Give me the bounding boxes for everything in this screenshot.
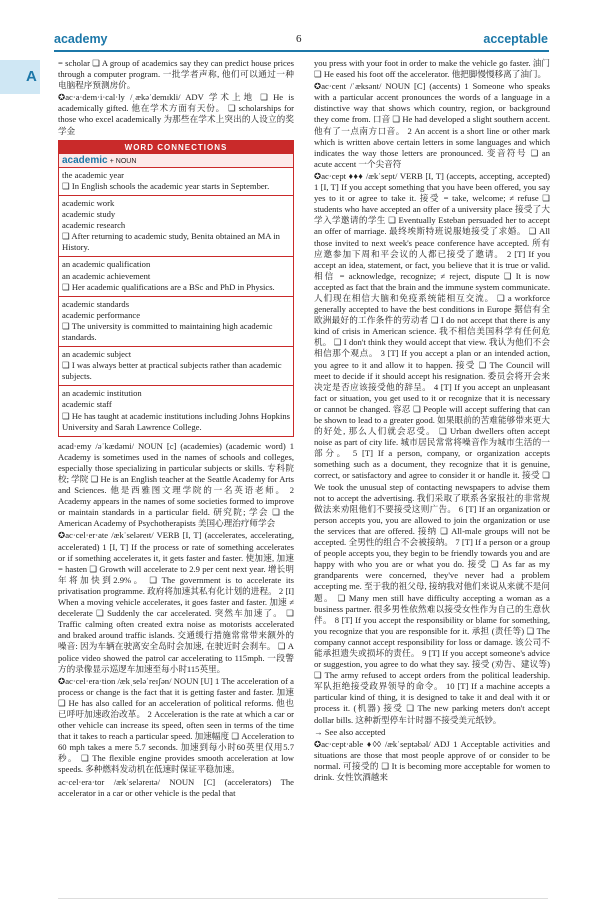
collocation-cell bbox=[59, 257, 293, 296]
page-header bbox=[0, 30, 598, 50]
word-connections-head bbox=[59, 154, 293, 168]
collocation-cell bbox=[59, 386, 293, 435]
entry-academy: acad·emy /əˈkædəmi/ NOUN [c] (academies) (academic word) 1 Academy is sometimes used in the names of schools and colleges, especially those specializing in particular subjects or skills. 专科院校; 学院 ❑ He is an English teacher at the Seattle Academy for Arts and Sciences. 他是西雅图文理学院的一名英语老师。 2 Academy appears in the names of some societies formed to improve or maintain standards in a particular field. 研究院; 学会 ❑ the American Academy of Psychotherapists 美国心理治疗师学会 bbox=[58, 440, 294, 529]
entry-accelerate: ✪ac·cel·er·ate /ækˈseləreɪt/ VERB [I, T] (accelerates, accelerating, accelerated) 1 [I, T] If the process or rate of something accelerates or if something accelerates it, it gets faster and faster. 使加速, 加速 = hasten ❑ Growth will accelerate to 2.9 per cent next year. 增长明年将加快到2.9%。 ❑ The government is to accelerate its privatisation programme. 政府将加速其私有化计划的进程。 2 [I] When a moving vehicle accelerates, it goes faster and faster. 加速 ≠ decelerate ❑ Suddenly the car accelerated. 突然车加速了。 ❑ Traffic calming often created extra noise as motorists accelerated and braked around traffic islands. 交通缓行措施常常带来额外的噪音: 因为车辆在驶离安全岛时会加速, 在驶近时会刹车。 ❑ A police video showed the patrol car accelerating to 115mph. 一段警方的录像显示巡逻车加速至每小时115英里。 bbox=[58, 530, 294, 674]
collocation-cell bbox=[59, 347, 293, 386]
entry-accelerator: ac·cel·era·tor /ækˈseləreɪtə/ NOUN [C] (accelerators) The accelerator in a car or other vehicle is the pedal that bbox=[58, 776, 294, 798]
collocation-text: the academic year ❑ In English schools the academic year starts in September. bbox=[62, 169, 270, 191]
collocation-cell bbox=[59, 196, 293, 257]
guide-word-left: academy bbox=[54, 32, 108, 46]
entry-accelerator-cont: you press with your foot in order to make the vehicle go faster. 油门 ❑ He eased his foot off the accelerator. 他把脚慢慢移离了油门。 bbox=[314, 58, 550, 80]
header-rule bbox=[54, 50, 549, 52]
see-also-link[interactable]: → See also accepted bbox=[314, 726, 386, 737]
entry-accent: ✪ac·cent /ˈæksənt/ NOUN [C] (accents) 1 Someone who speaks with a particular accent pronounces the words of a language in a distinctive way that shows which country, region, or background they come from. 口音 ❑ He had developed a slight southern accent. 他有了一点南方口音。 2 An accent is a short line or other mark which is written above certain letters in some languages and which indicates the way those letters are pronounced. 变音符号 ❑ an acute accent 一个尖音符 bbox=[314, 81, 550, 169]
collocation-cell bbox=[59, 168, 293, 196]
collocation-cell bbox=[59, 297, 293, 347]
entry-academic-tail: = scholar ❑ A group of academics say they can predict house prices through a computer program. 一批学者声称, 他们可以通过一种电脑程序预测房价。 bbox=[58, 58, 294, 91]
entry-academically: ✪ac·a·dem·i·cal·ly /ˌækəˈdemɪkli/ ADV 学术上地 ❑ He is academically gifted. 他在学术方面有天份。 ❑ scholarships for those who excel academically 为那些在学术上突出的人设立的奖学金 bbox=[58, 92, 294, 136]
collocation-text: an academic institution academic staff ❑ He has taught at academic institutions including Johns Hopkins University and Sarah Lawrence College. bbox=[62, 388, 291, 432]
word-connections-box bbox=[58, 140, 294, 437]
footer-rule bbox=[58, 898, 548, 899]
entry-acceptable: ✪ac·cept·able ♦◊◊ /ækˈseptəbəl/ ADJ 1 Acceptable activities and situations are those that most people approve of or consider to be normal. 可接受的 ❑ It is becoming more acceptable for women to drink. 女性饮酒越来 bbox=[314, 738, 550, 782]
letter-tab-label: A bbox=[26, 68, 37, 85]
guide-word-right: acceptable bbox=[483, 32, 548, 46]
collocation-text: an academic subject ❑ I was always better at practical subjects rather than academic subjects. bbox=[62, 349, 282, 382]
word-connections-title: WORD CONNECTIONS bbox=[59, 141, 293, 154]
page-number: 6 bbox=[296, 33, 302, 45]
word-connections-pos: + NOUN bbox=[109, 157, 137, 165]
collocation-text: academic work academic study academic research ❑ After returning to academic study, Benita obtained an MA in History. bbox=[62, 197, 280, 253]
word-connections-word: academic bbox=[62, 154, 108, 166]
left-column bbox=[58, 58, 294, 800]
entry-accept: ✪ac·cept ♦♦♦ /ækˈsept/ VERB [I, T] (accepts, accepting, accepted) 1 [I, T] If you accept something that you have been offered, you say yes to it or agree to take it. 接受 = take, welcome; ≠ refuse ❑ students who have accepted an offer of a university place 接受了大学入学邀请的学生 ❑ Eventually Esteban persuaded her to accept an offer of marriage. 最终埃斯特班说服她接受了求婚。 ❑ All those invited to next week's peace conference have accepted. 所有应邀参加下周和平会议的人都已接受了邀请。 2 [T] If you accept an idea, statement, or fact, you believe that it is true or valid. 相信 = acknowledge, recognize; ≠ reject, dispute ❑ It is now accepted as fact that the brain and the immune system communicate. 人们现在相信大脑和免疫系统能相互交流。 ❑ a workforce generally accepted to have the best conditions in Europe 据信有全欧洲最好的工作条件的劳动者 ❑ I do not accept that there is any kind of crisis in American science. 我不相信美国科学有任何危机。 ❑ I don't think they would accept that view. 我认为他们不会相信那个观点。 3 [T] If you accept a plan or an intended action, you agree to it and allow it to happen. 接受 ❑ The Council will meet to decide if it should accept his resignation. 委员会将开会来决定是否应该接受他的辞呈。 4 [T] If you accept an unpleasant fact or situation, you get used to it or recognize that it is necessary or cannot be changed. 容忍 ❑ People will accept suffering that can be shown to lead to a greater good. 如果眼前的苦难能够带来更大的好处, 那么人们就会忍受。 ❑ Urban dwellers often accept noise as part of city life. 城市居民常常将噪音作为城市生活的一部分。 5 [T] If a person, company, or organization accepts something such as a document, they recognize that it is genuine, correct, or satisfactory and agree to consider it or handle it. 接受 ❑ We took the unusual step of contacting newspapers to advise them not to accept the advertising. 我们采取了联系各家报社的非常规做法来劝阻他们不要接受这则广告。 6 [T] If an organization or person accepts you, you are allowed to join the organization or use the services that are offered. 接纳 ❑ All-male groups will not be accepted. 全男性的组合不会被接纳。 7 [T] If a person or a group of people accepts you, they begin to be friendly towards you and are happy with who you are or what you do. 接受 ❑ As far as my grandparents were concerned, they've never had a problem accepting me. 至于我的祖父母, 接纳我对他们来说从来就不是问题。 ❑ Many men still have difficulty accepting a woman as a business partner. 很多男性依然难以接受女性作为自己的生意伙伴。 8 [T] If you accept the responsibility or blame for something, you recognize that you are responsible for it. 承担 (责任等) ❑ The company cannot accept responsibility for loss or damage. 该公司不能承担遗失或损坏的责任。 9 [T] If you accept someone's advice or suggestion, you agree to do what they say. 接受 (劝告、建议等) ❑ The army refused to accept orders from the political leadership. 军队拒绝接受政界领导的命令。 10 [T] If a machine accepts a particular kind of thing, it is designed to take it and deal with it or process it. (机器) 接受 ❑ The new parking meters don't accept dollar bills. 这种新型停车计时器不接受美元纸钞。 bbox=[314, 170, 551, 725]
collocation-text: an academic qualification an academic achievement ❑ Her academic qualifications are a BSc and PhD in Physics. bbox=[62, 259, 275, 292]
right-column bbox=[314, 58, 550, 784]
collocation-text: academic standards academic performance ❑ The university is committed to maintaining high academic standards. bbox=[62, 298, 273, 342]
entry-acceleration: ✪ac·cel·era·tion /ækˌseləˈreɪʃən/ NOUN [U] 1 The acceleration of a process or change is the fact that it is getting faster and faster. 加速 ❑ He has also called for an acceleration of political reforms. 他也已呼吁加速政治改革。 2 Acceleration is the rate at which a car or other vehicle can increase its speed, often seen in terms of the time that it takes to reach a particular speed. 加速幅度 ❑ Acceleration to 60 mph takes a mere 5.7 seconds. 加速到每小时60英里仅用5.7秒。 ❑ The flexible engine provides smooth acceleration at low speeds. 多种燃料发动机在低速时保证平稳加速。 bbox=[58, 675, 294, 775]
letter-tab[interactable] bbox=[0, 60, 40, 94]
